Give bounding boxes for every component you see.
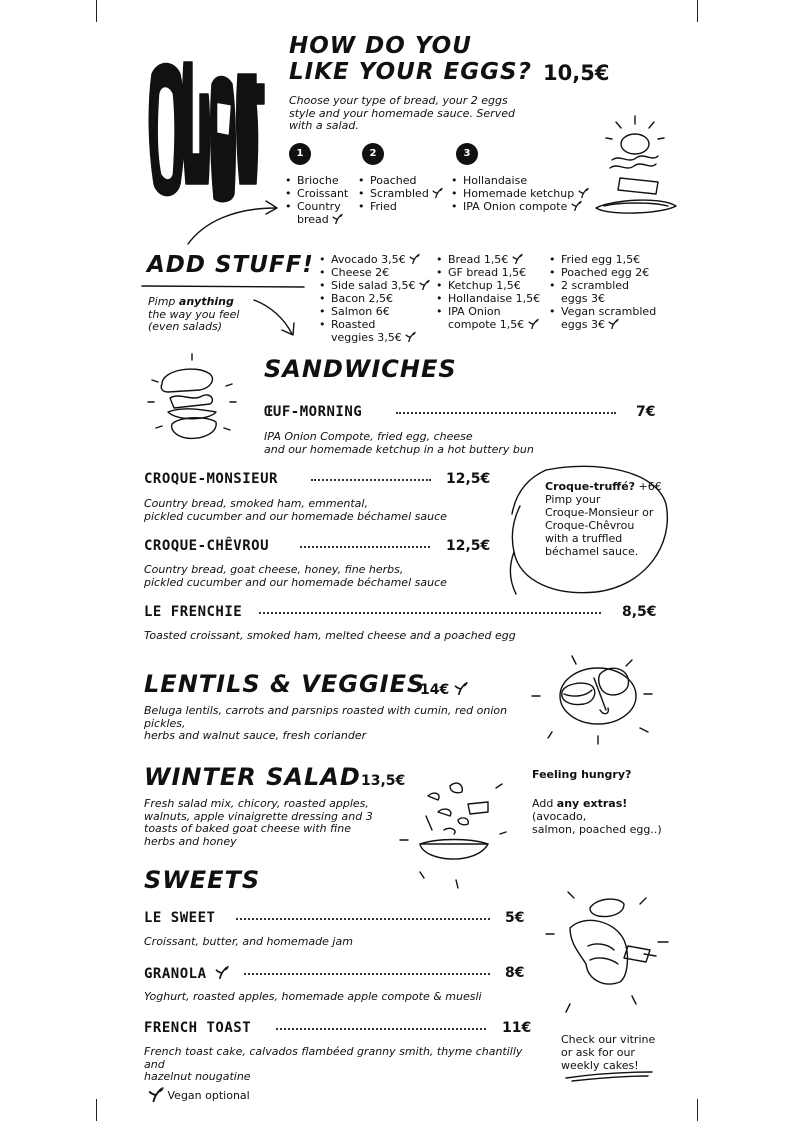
note-line: Pimp your (545, 493, 601, 506)
header-description (289, 95, 529, 133)
list-item-text: Scrambled (370, 187, 429, 200)
vegan-legend-text: Vegan optional (167, 1089, 250, 1102)
list-item: • Fried (358, 200, 454, 213)
croque-chevrou-price: 12,5€ (446, 538, 491, 554)
step-number-3: 3 (456, 143, 478, 165)
step-number-1: 1 (289, 143, 311, 165)
list-item: • Poached egg 2€ (549, 266, 669, 279)
list-item-text: Homemade ketchup (463, 187, 575, 200)
french-toast-name: FRENCH TOAST (144, 1020, 252, 1036)
note-line (532, 797, 672, 810)
crop-mark (96, 1099, 97, 1121)
oeuf-morning-price: 7€ (636, 404, 656, 420)
description-line: Fresh salad mix, chicory, roasted apples, (144, 797, 369, 810)
salad-bowl-illustration (398, 776, 510, 892)
subtitle-bold: anything (178, 295, 234, 308)
curved-arrow-icon (186, 198, 280, 248)
note-line: Croque-Monsieur or (545, 506, 654, 519)
description-line: pickled cucumber and our homemade béchamel sauce (144, 575, 447, 589)
feeling-hungry-note (532, 768, 672, 836)
fried-egg-illustration (590, 112, 680, 222)
le-sweet-name: LE SWEET (144, 910, 216, 926)
description-line: and our homemade ketchup in a hot buttery bun (264, 442, 534, 456)
list-item-text: Vegan scrambled (561, 305, 657, 318)
sprout-icon (332, 213, 343, 224)
winter-salad-description (144, 798, 374, 848)
extras-column-3 (549, 253, 669, 331)
vitrine-note (561, 1033, 671, 1072)
header-price: 10,5€ (543, 61, 610, 85)
list-item (436, 253, 546, 266)
sprout-icon (409, 253, 420, 264)
list-item (451, 187, 601, 200)
sprout-icon (215, 965, 229, 979)
croissant-illustration (540, 884, 670, 1024)
oeuf-logo-drawing (146, 34, 268, 204)
description-line: herbs and walnut sauce, fresh coriander (144, 729, 367, 742)
note-heading: Feeling hungry? (532, 768, 632, 781)
le-frenchie-price: 8,5€ (622, 604, 657, 620)
sprout-icon (432, 187, 443, 198)
croque-chevrou-name: CROQUE-CHÊVROU (144, 538, 270, 554)
underline-stroke (140, 282, 306, 290)
spacer (532, 781, 672, 797)
sprout-icon (512, 253, 523, 264)
list-item (436, 305, 546, 331)
note-line: salmon, poached egg..) (532, 823, 662, 836)
list-item-text: veggies 3,5€ (331, 331, 402, 344)
sandwich-illustration (140, 350, 245, 450)
list-item: • Bacon 2,5€ (319, 292, 433, 305)
list-item-text: 2 scrambled (561, 279, 630, 292)
note-text: Add (532, 797, 557, 810)
egg-style-options (358, 174, 454, 213)
list-item (549, 305, 669, 331)
description-line: herbs and honey (144, 834, 237, 848)
leader-dots (259, 612, 601, 614)
description-line: Country bread, goat cheese, honey, fine herbs, (144, 563, 404, 576)
subtitle-line: the way you feel (148, 307, 240, 321)
description-line: French toast cake, calvados flambéed granny smith, thyme chantilly and (144, 1045, 523, 1071)
list-item: • Hollandaise 1,5€ (436, 292, 546, 305)
croque-chevrou-description (144, 564, 474, 589)
leader-dots (300, 546, 430, 548)
crop-mark (697, 0, 698, 22)
list-item-text: compote 1,5€ (448, 318, 525, 331)
description-line: with a salad. (289, 119, 359, 132)
note-price: +6€ (635, 480, 662, 493)
note-line: or ask for our (561, 1046, 635, 1059)
step-number-2: 2 (362, 143, 384, 165)
underline-stroke (564, 1070, 656, 1082)
veggie-plate-illustration (528, 652, 662, 752)
note-line: weekly cakes! (561, 1059, 639, 1072)
subtitle-line (148, 296, 258, 309)
subtitle-text: Pimp (148, 295, 179, 308)
list-item (451, 200, 601, 213)
croque-monsieur-name: CROQUE-MONSIEUR (144, 471, 278, 487)
oeuf-morning-description (264, 431, 554, 456)
note-bold: any extras! (556, 797, 628, 810)
list-item-text: Country (297, 200, 341, 213)
description-line: Choose your type of bread, your 2 eggs (289, 94, 508, 107)
le-frenchie-description: Toasted croissant, smoked ham, melted cheese and a poached egg (144, 629, 516, 642)
list-item (319, 279, 433, 292)
list-item: • Salmon 6€ (319, 305, 433, 318)
list-item: • Hollandaise (451, 174, 601, 187)
sprout-icon (571, 200, 582, 211)
granola-name-text: GRANOLA (144, 966, 207, 982)
header-title-line2: LIKE YOUR EGGS? (289, 59, 532, 85)
sandwiches-title: SANDWICHES (264, 355, 457, 383)
sprout-icon (454, 681, 468, 695)
lentils-price-text: 14€ (420, 682, 450, 698)
note-heading (545, 480, 665, 493)
extras-column-2 (436, 253, 546, 331)
description-line: walnuts, apple vinaigrette dressing and 3 (144, 809, 373, 823)
leader-dots (311, 479, 431, 481)
add-stuff-title: ADD STUFF! (147, 252, 314, 278)
list-item: • Ketchup 1,5€ (436, 279, 546, 292)
list-item: • Cheese 2€ (319, 266, 433, 279)
header-title-line1: HOW DO YOU (289, 33, 472, 59)
lentils-description (144, 705, 544, 743)
description-line: IPA Onion Compote, fried egg, cheese (264, 430, 473, 443)
bread-options (285, 174, 357, 226)
list-item (358, 187, 454, 200)
list-item-text: Bread 1,5€ (448, 253, 509, 266)
sprout-icon (578, 187, 589, 198)
description-line: hazelnut nougatine (144, 1070, 251, 1083)
vegan-legend (148, 1086, 250, 1102)
leader-dots (236, 918, 490, 920)
list-item: • Fried egg 1,5€ (549, 253, 669, 266)
french-toast-price: 11€ (502, 1020, 532, 1036)
list-item: • Brioche (285, 174, 357, 187)
list-item: • GF bread 1,5€ (436, 266, 546, 279)
sweets-title: SWEETS (144, 866, 261, 894)
croque-monsieur-description (144, 498, 474, 523)
list-item-text: IPA Onion (448, 305, 501, 318)
leader-dots (276, 1028, 486, 1030)
description-line: Beluga lentils, carrots and parsnips roasted with cumin, red onion pickles, (144, 704, 508, 730)
list-item-text: Avocado 3,5€ (331, 253, 406, 266)
sprout-icon (528, 318, 539, 329)
header-title (289, 33, 532, 85)
sprout-icon (148, 1086, 164, 1102)
leader-dots (244, 973, 490, 975)
extras-column-1 (319, 253, 433, 344)
le-frenchie-name: LE FRENCHIE (144, 604, 243, 620)
winter-salad-title: WINTER SALAD (144, 763, 361, 791)
lentils-title: LENTILS & VEGGIES (144, 670, 426, 698)
leader-dots (396, 412, 616, 414)
note-line: (avocado, (532, 810, 587, 823)
sprout-icon (608, 318, 619, 329)
arrow-down-icon (252, 298, 298, 338)
french-toast-description (144, 1046, 544, 1084)
list-item (285, 200, 357, 226)
description-line: toasts of baked goat cheese with fine (144, 822, 351, 835)
add-stuff-subtitle (148, 296, 258, 334)
crop-mark (697, 1099, 698, 1121)
description-line: pickled cucumber and our homemade béchamel sauce (144, 509, 447, 523)
sprout-icon (405, 331, 416, 342)
list-item-text: bread (297, 213, 329, 226)
list-item (319, 253, 433, 266)
le-sweet-description: Croissant, butter, and homemade jam (144, 935, 353, 948)
list-item (319, 318, 433, 344)
sauce-options (451, 174, 601, 213)
description-line: style and your homemade sauce. Served (289, 106, 515, 120)
granola-name (144, 965, 229, 982)
note-line: with a truffled (545, 532, 623, 545)
description-line: Country bread, smoked ham, emmental, (144, 497, 368, 510)
crop-mark (96, 0, 97, 22)
list-item-text: eggs 3€ (561, 318, 605, 331)
croque-monsieur-price: 12,5€ (446, 471, 491, 487)
note-line: béchamel sauce. (545, 545, 639, 558)
list-item-text: Roasted (331, 318, 376, 331)
note-bold: Croque-truffé? (545, 480, 636, 493)
le-sweet-price: 5€ (505, 910, 525, 926)
list-item-text: eggs 3€ (561, 292, 605, 305)
list-item (549, 279, 669, 305)
sprout-icon (419, 279, 430, 290)
list-item-text: Side salad 3,5€ (331, 279, 416, 292)
lentils-price (420, 681, 468, 698)
subtitle-line: (even salads) (148, 320, 223, 333)
croque-truffe-note (545, 480, 665, 558)
granola-description: Yoghurt, roasted apples, homemade apple compote & muesli (144, 990, 482, 1003)
note-line: Croque-Chêvrou (545, 519, 635, 532)
note-line: Check our vitrine (561, 1033, 656, 1046)
granola-price: 8€ (505, 965, 525, 981)
list-item-text: IPA Onion compote (463, 200, 568, 213)
list-item: • Croissant (285, 187, 357, 200)
list-item: • Poached (358, 174, 454, 187)
oeuf-morning-name: ŒUF-MORNING (264, 404, 363, 420)
winter-salad-price: 13,5€ (361, 773, 406, 789)
